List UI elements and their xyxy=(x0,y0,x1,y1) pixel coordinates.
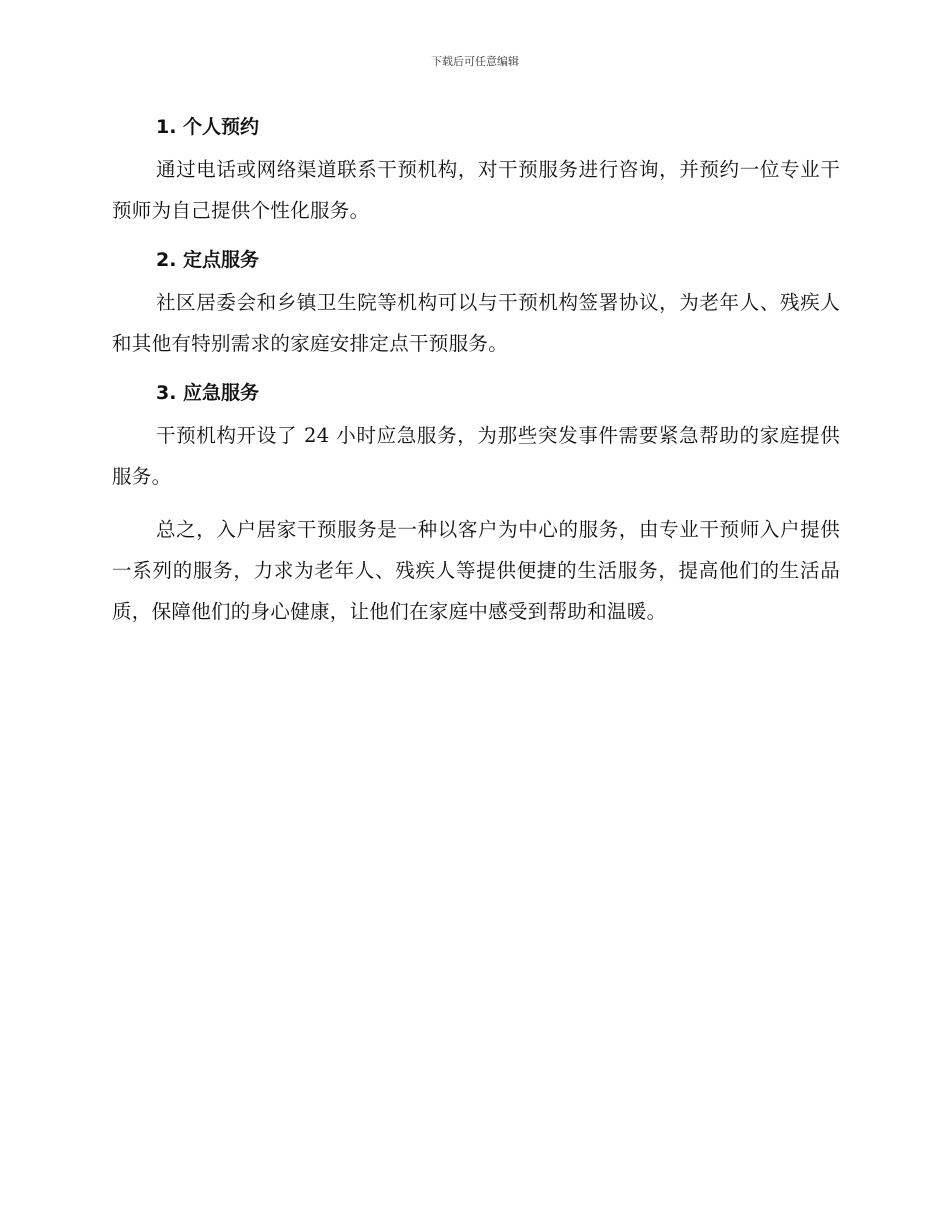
section-paragraph-personal-appointment: 通过电话或网络渠道联系干预机构，对干预服务进行咨询，并预约一位专业干预师为自己提供个性化服务。 xyxy=(112,158,840,222)
section-paragraph-emergency-service: 干预机构开设了 24 小时应急服务，为那些突发事件需要紧急帮助的家庭提供服务。 xyxy=(112,424,840,488)
section-heading-fixed-point-service: 2. 定点服务 xyxy=(156,249,260,271)
conclusion-paragraph: 总之，入户居家干预服务是一种以客户为中心的服务，由专业干预师入户提供一系列的服务，力求为老年人、残疾人等提供便捷的生活服务，提高他们的生活品质，保障他们的身心健康，让他们在家庭中感受到帮助和温暖。 xyxy=(112,518,840,623)
section-heading-emergency-service: 3. 应急服务 xyxy=(156,382,260,404)
page-header: 下载后可任意编辑 xyxy=(431,55,519,68)
section-heading-personal-appointment: 1. 个人预约 xyxy=(156,116,260,138)
section-paragraph-fixed-point-service: 社区居委会和乡镇卫生院等机构可以与干预机构签署协议，为老年人、残疾人和其他有特别需求的家庭安排定点干预服务。 xyxy=(112,291,840,355)
document-body xyxy=(112,110,840,632)
